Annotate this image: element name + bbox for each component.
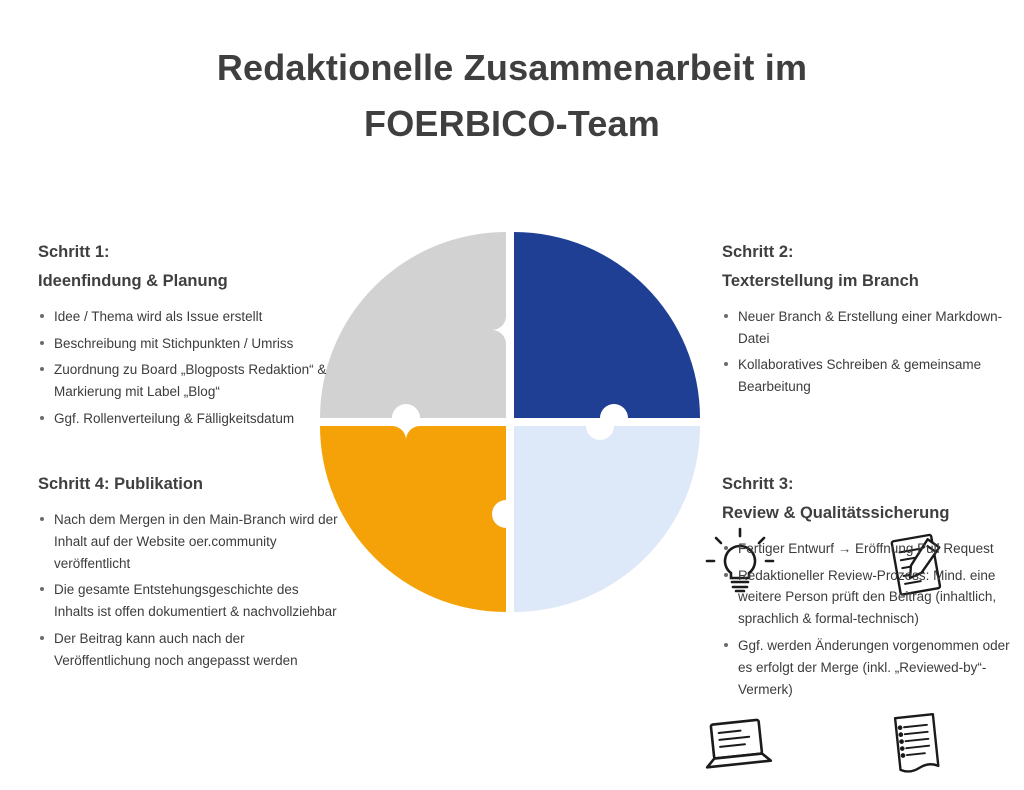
step-4-heading-line-1: Schritt 4: Publikation <box>38 475 204 493</box>
step-4-heading <box>38 470 338 499</box>
puzzle-piece-step4[interactable] <box>320 426 506 612</box>
step-3-list <box>722 538 1024 701</box>
step-1-heading <box>38 238 338 296</box>
list-item: Nach dem Mergen in den Main-Branch wird der Inhalt auf der Website oer.community veröffentlicht <box>38 509 338 575</box>
laptop-icon <box>693 700 783 790</box>
list-item: Ggf. Rollenverteilung & Fälligkeitsdatum <box>38 408 338 430</box>
step-2-heading-line-1: Schritt 2: <box>722 243 794 261</box>
list-item: Redaktioneller Review-Prozess: Mind. eine weitere Person prüft den Beitrag (inhaltlich, sprachlich & formal-technisch) <box>722 565 1024 631</box>
list-item: Der Beitrag kann auch nach der Veröffentlichung noch angepasst werden <box>38 628 338 672</box>
list-item: Kollaboratives Schreiben & gemeinsame Bearbeitung <box>722 354 1022 398</box>
step-2-heading <box>722 238 1022 296</box>
step-1-block <box>38 238 338 435</box>
step-1-list <box>38 306 338 430</box>
list-item: Beschreibung mit Stichpunkten / Umriss <box>38 333 338 355</box>
list-item: Die gesamte Entstehungsgeschichte des Inhalts ist offen dokumentiert & nachvollziehbar <box>38 579 338 623</box>
step-2-heading-line-2: Texterstellung im Branch <box>722 271 919 290</box>
list-item: Fertiger Entwurf → Eröffnung Pull Request <box>722 538 1024 560</box>
step-3-block <box>722 470 1024 706</box>
puzzle-diagram <box>320 232 700 612</box>
step-1-heading-line-2: Ideenfindung & Planung <box>38 271 228 290</box>
step-3-heading <box>722 470 1024 528</box>
puzzle-piece-step3[interactable] <box>514 426 700 612</box>
page-title-line-1: Redaktionelle Zusammenarbeit im <box>216 47 808 88</box>
document-checklist-icon <box>872 700 962 790</box>
puzzle-piece-step2[interactable] <box>514 232 700 418</box>
step-3-heading-line-2: Review & Qualitätssicherung <box>722 503 950 522</box>
list-item: Neuer Branch & Erstellung einer Markdown-Datei <box>722 306 1022 350</box>
step-4-block <box>38 470 338 677</box>
step-2-block <box>722 238 1022 403</box>
step-4-list <box>38 509 338 672</box>
step-3-heading-line-1: Schritt 3: <box>722 475 794 493</box>
page-title-line-2: FOERBICO-Team <box>364 102 660 144</box>
step-1-heading-line-1: Schritt 1: <box>38 243 110 261</box>
list-item: Idee / Thema wird als Issue erstellt <box>38 306 338 328</box>
step-2-list <box>722 306 1022 398</box>
list-item: Zuordnung zu Board „Blogposts Redaktion“ & Markierung mit Label „Blog“ <box>38 359 338 403</box>
puzzle-piece-step1[interactable] <box>320 232 506 418</box>
list-item: Ggf. werden Änderungen vorgenommen oder es erfolgt der Merge (inkl. „Reviewed-by“-Vermerk) <box>722 635 1024 701</box>
page-title <box>0 40 1024 152</box>
